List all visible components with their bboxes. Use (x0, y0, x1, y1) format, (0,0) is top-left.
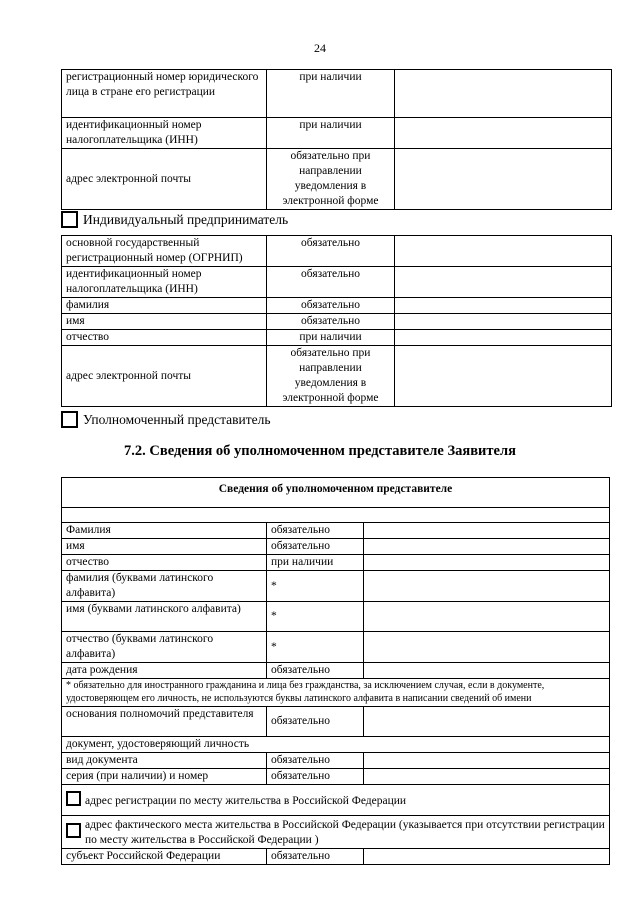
row-requirement: обязательно (267, 298, 395, 314)
table-row (62, 149, 612, 210)
footnote: * обязательно для иностранного гражданина и лица без гражданства, за исключением случая, если в документе, удостоверяющем его личность, не используются буквы латинского алфавита в написании сведений об имени (62, 679, 610, 707)
registration-address-label: адрес регистрации по месту жительства в Российской Федерации (85, 795, 407, 807)
row-requirement: * (267, 602, 364, 632)
checkbox-label: Индивидуальный предприниматель (83, 211, 289, 227)
table-row (62, 753, 610, 769)
row-label: имя (буквами латинского алфавита) (62, 602, 267, 632)
checkbox-icon[interactable] (66, 823, 81, 838)
row-label: идентификационный номер налогоплательщика (ИНН) (62, 267, 267, 298)
table-row (62, 769, 610, 785)
table-row (62, 314, 612, 330)
row-requirement: при наличии (267, 70, 395, 118)
value-cell[interactable] (364, 571, 610, 602)
row-label: имя (62, 314, 267, 330)
row-requirement: * (267, 571, 364, 602)
row-requirement: обязательно (267, 539, 364, 555)
actual-address-option[interactable] (62, 816, 610, 849)
table-row (62, 663, 610, 679)
row-label: фамилия (буквами латинского алфавита) (62, 571, 267, 602)
entrepreneur-table (61, 235, 612, 407)
value-cell[interactable] (364, 555, 610, 571)
table-row (62, 298, 612, 314)
table-row (62, 555, 610, 571)
row-label: Фамилия (62, 523, 267, 539)
value-cell[interactable] (364, 753, 610, 769)
table-header: Сведения об уполномоченном представителе (62, 478, 610, 508)
value-cell[interactable] (364, 663, 610, 679)
footnote-row (62, 679, 610, 707)
checkbox-label: Уполномоченный представитель (83, 411, 271, 427)
row-label: имя (62, 539, 267, 555)
table-row (62, 70, 612, 118)
value-cell[interactable] (395, 70, 612, 118)
checkbox-icon[interactable] (66, 791, 81, 806)
legal-entity-table (61, 69, 612, 210)
value-cell[interactable] (395, 149, 612, 210)
row-label: основной государственный регистрационный номер (ОГРНИП) (62, 236, 267, 267)
value-cell[interactable] (395, 314, 612, 330)
row-requirement: обязательно (267, 707, 364, 737)
row-requirement: обязательно (267, 753, 364, 769)
row-label: основания полномочий представителя (62, 707, 267, 737)
row-requirement: при наличии (267, 555, 364, 571)
row-label: дата рождения (62, 663, 267, 679)
table-row (62, 267, 612, 298)
registration-address-option[interactable] (62, 785, 610, 816)
row-label: вид документа (62, 753, 267, 769)
row-requirement: обязательно (267, 769, 364, 785)
row-requirement: обязательно (267, 236, 395, 267)
row-label: фамилия (62, 298, 267, 314)
value-cell[interactable] (395, 330, 612, 346)
value-cell[interactable] (395, 118, 612, 149)
row-requirement: обязательно (267, 267, 395, 298)
table-row (62, 785, 610, 816)
table-row (62, 602, 610, 632)
table-row (62, 523, 610, 539)
value-cell[interactable] (364, 769, 610, 785)
row-label: отчество (62, 555, 267, 571)
page-number: 24 (314, 41, 326, 55)
row-requirement: обязательно (267, 523, 364, 539)
checkbox-authorized-representative[interactable] (61, 411, 271, 428)
table-row (62, 707, 610, 737)
row-requirement: обязательно при направлении уведомления в электронной форме (267, 346, 395, 407)
value-cell[interactable] (364, 849, 610, 865)
checkbox-icon[interactable] (61, 411, 78, 428)
table-row (62, 816, 610, 849)
value-cell[interactable] (395, 346, 612, 407)
table-row (62, 118, 612, 149)
row-requirement: * (267, 632, 364, 663)
representative-table (61, 477, 610, 865)
row-label: серия (при наличии) и номер (62, 769, 267, 785)
section-title: 7.2. Сведения об уполномоченном представителе Заявителя (124, 443, 516, 459)
row-label: идентификационный номер налогоплательщика (ИНН) (62, 118, 267, 149)
row-requirement: обязательно при направлении уведомления в электронной форме (267, 149, 395, 210)
value-cell[interactable] (395, 267, 612, 298)
spacer-row (62, 508, 610, 523)
row-label: адрес электронной почты (62, 149, 267, 210)
checkbox-individual-entrepreneur[interactable] (61, 211, 288, 228)
row-requirement: при наличии (267, 330, 395, 346)
row-label: субъект Российской Федерации (62, 849, 267, 865)
table-row (62, 236, 612, 267)
actual-address-label: адрес фактического места жительства в Российской Федерации (указывается при отсутствии регистрации по месту жительства в Российской Федерации ) (85, 819, 605, 846)
value-cell[interactable] (395, 298, 612, 314)
value-cell[interactable] (364, 632, 610, 663)
value-cell[interactable] (395, 236, 612, 267)
row-label: адрес электронной почты (62, 346, 267, 407)
identity-document-label: документ, удостоверяющий личность (62, 737, 610, 753)
table-row (62, 346, 612, 407)
row-label: отчество (буквами латинского алфавита) (62, 632, 267, 663)
table-row (62, 539, 610, 555)
table-row (62, 330, 612, 346)
row-requirement: при наличии (267, 118, 395, 149)
row-requirement: обязательно (267, 663, 364, 679)
table-row (62, 737, 610, 753)
table-header-row (62, 478, 610, 508)
row-requirement: обязательно (267, 314, 395, 330)
row-label: отчество (62, 330, 267, 346)
table-row (62, 571, 610, 602)
row-label: регистрационный номер юридического лица в стране его регистрации (62, 70, 267, 118)
table-row (62, 632, 610, 663)
table-row (62, 849, 610, 865)
checkbox-icon[interactable] (61, 211, 78, 228)
value-cell[interactable] (364, 707, 610, 737)
value-cell[interactable] (364, 539, 610, 555)
value-cell[interactable] (364, 523, 610, 539)
value-cell[interactable] (364, 602, 610, 632)
row-requirement: обязательно (267, 849, 364, 865)
